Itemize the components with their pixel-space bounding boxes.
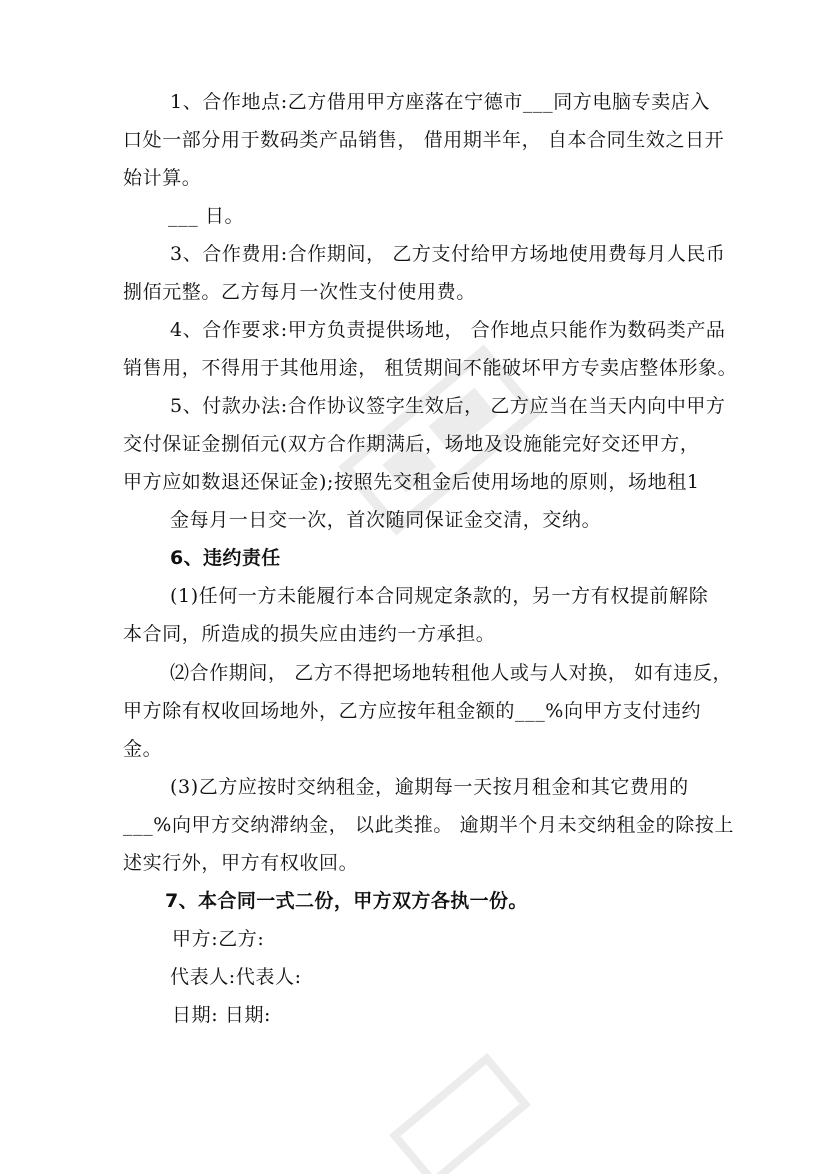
breach-2-line-2: 甲方除有权收回场地外，乙方应按年租金额的___%向甲方支付违约 — [123, 700, 702, 722]
clause-1-line-3: 始计算。 — [123, 167, 202, 189]
clause-4-line-2: 销售用，不得用于其他用途， 租赁期间不能破坏甲方专卖店整体形象。 — [123, 357, 738, 379]
breach-3-line-3: 述实行外，甲方有权收回。 — [123, 852, 359, 874]
clause-5-line-4: 金每月一日交一次，首次随同保证金交清，交纳。 — [170, 509, 602, 531]
breach-1-line-2: 本合同，所造成的损失应由违约一方承担。 — [123, 623, 496, 645]
signature-representatives: 代表人:代表人: — [170, 966, 302, 988]
breach-2-line-3: 金。 — [123, 738, 163, 760]
breach-3-line-1: (3)乙方应按时交纳租金，逾期每一天按月租金和其它费用的 — [170, 776, 689, 798]
breach-3-line-2: ___%向甲方交纳滞纳金， 以此类推。 逾期半个月未交纳租金的除按上 — [123, 814, 735, 836]
clause-1-line-2: 口处一部分用于数码类产品销售， 借用期半年， 自本合同生效之日开 — [123, 129, 725, 151]
clause-2-fragment: ___ 日。 — [168, 205, 245, 227]
clause-3-line-2: 捌佰元整。乙方每月一次性支付使用费。 — [123, 281, 476, 303]
clause-5-line-1: 5、付款办法:合作协议签字生效后， 乙方应当在当天内向中甲方 — [170, 395, 726, 417]
section-heading-copies: 7、本合同一式二份，甲方双方各执一份。 — [165, 890, 528, 912]
breach-2-line-1: ⑵合作期间， 乙方不得把场地转租他人或与人对换， 如有违反， — [170, 662, 733, 684]
section-heading-breach: 6、违约责任 — [170, 547, 281, 569]
clause-5-line-3: 甲方应如数退还保证金);按照先交租金后使用场地的原则，场地租1 — [123, 471, 700, 493]
breach-1-line-1: (1)任何一方未能履行本合同规定条款的，另一方有权提前解除 — [170, 585, 709, 607]
clause-4-line-1: 4、合作要求:甲方负责提供场地， 合作地点只能作为数码类产品 — [170, 319, 726, 341]
signature-dates: 日期: 日期: — [172, 1004, 272, 1026]
clause-1-line-1: 1、合作地点:乙方借用甲方座落在宁德市___同方电脑专卖店入 — [170, 91, 710, 113]
signature-parties: 甲方:乙方: — [172, 928, 265, 950]
clause-3-line-1: 3、合作费用:合作期间， 乙方支付给甲方场地使用费每月人民币 — [170, 243, 726, 265]
clause-5-line-2: 交付保证金捌佰元(双方合作期满后，场地及设施能完好交还甲方， — [123, 433, 700, 455]
